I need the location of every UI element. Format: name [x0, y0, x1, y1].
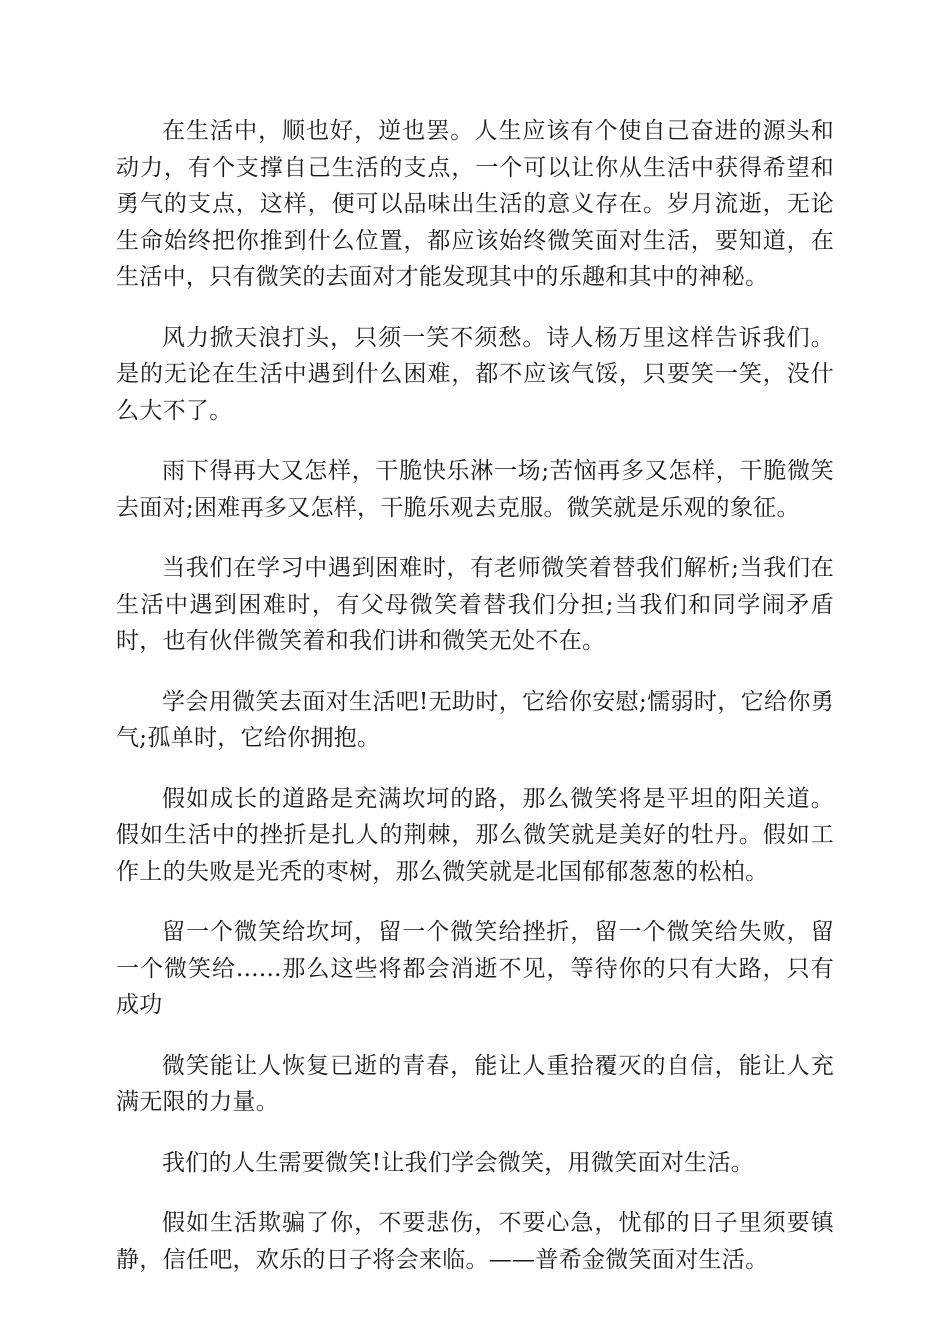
paragraph-1: 在生活中，顺也好，逆也罢。人生应该有个使自己奋进的源头和动力，有个支撑自己生活的支点，一个可以让你从生活中获得希望和勇气的支点，这样，便可以品味出生活的意义存在。岁月流逝，无论生命始终把你推到什么位置，都应该始终微笑面对生活，要知道，在生活中，只有微笑的去面对才能发现其中的乐趣和其中的神秘。 — [116, 118, 834, 290]
paragraph-10: 假如生活欺骗了你，不要悲伤，不要心急，忧郁的日子里须要镇静，信任吧，欢乐的日子将会来临。——普希金微笑面对生活。 — [116, 1210, 834, 1273]
paragraph-6: 假如成长的道路是充满坎坷的路，那么微笑将是平坦的阳关道。假如生活中的挫折是扎人的荆棘，那么微笑就是美好的牡丹。假如工作上的失败是光秃的枣树，那么微笑就是北国郁郁葱葱的松柏。 — [116, 785, 834, 885]
paragraph-5: 学会用微笑去面对生活吧!无助时，它给你安慰;懦弱时，它给你勇气;孤单时，它给你拥抱。 — [116, 688, 834, 751]
paragraph-8: 微笑能让人恢复已逝的青春，能让人重拾覆灭的自信，能让人充满无限的力量。 — [116, 1052, 834, 1115]
paragraph-4: 当我们在学习中遇到困难时，有老师微笑着替我们解析;当我们在生活中遇到困难时，有父母微笑着替我们分担;当我们和同学闹矛盾时，也有伙伴微笑着和我们讲和微笑无处不在。 — [116, 555, 834, 654]
paragraph-2: 风力掀天浪打头，只须一笑不须愁。诗人杨万里这样告诉我们。是的无论在生活中遇到什么困难，都不应该气馁，只要笑一笑，没什么大不了。 — [116, 324, 834, 424]
paragraph-9: 我们的人生需要微笑!让我们学会微笑，用微笑面对生活。 — [162, 1149, 755, 1176]
paragraph-7: 留一个微笑给坎坷，留一个微笑给挫折，留一个微笑给失败，留一个微笑给......那么这些将都会消逝不见，等待你的只有大路，只有成功 — [116, 919, 834, 1018]
paragraph-3: 雨下得再大又怎样，干脆快乐淋一场;苦恼再多又怎样，干脆微笑去面对;困难再多又怎样，干脆乐观去克服。微笑就是乐观的象征。 — [116, 458, 834, 521]
document-body — [116, 113, 834, 1302]
